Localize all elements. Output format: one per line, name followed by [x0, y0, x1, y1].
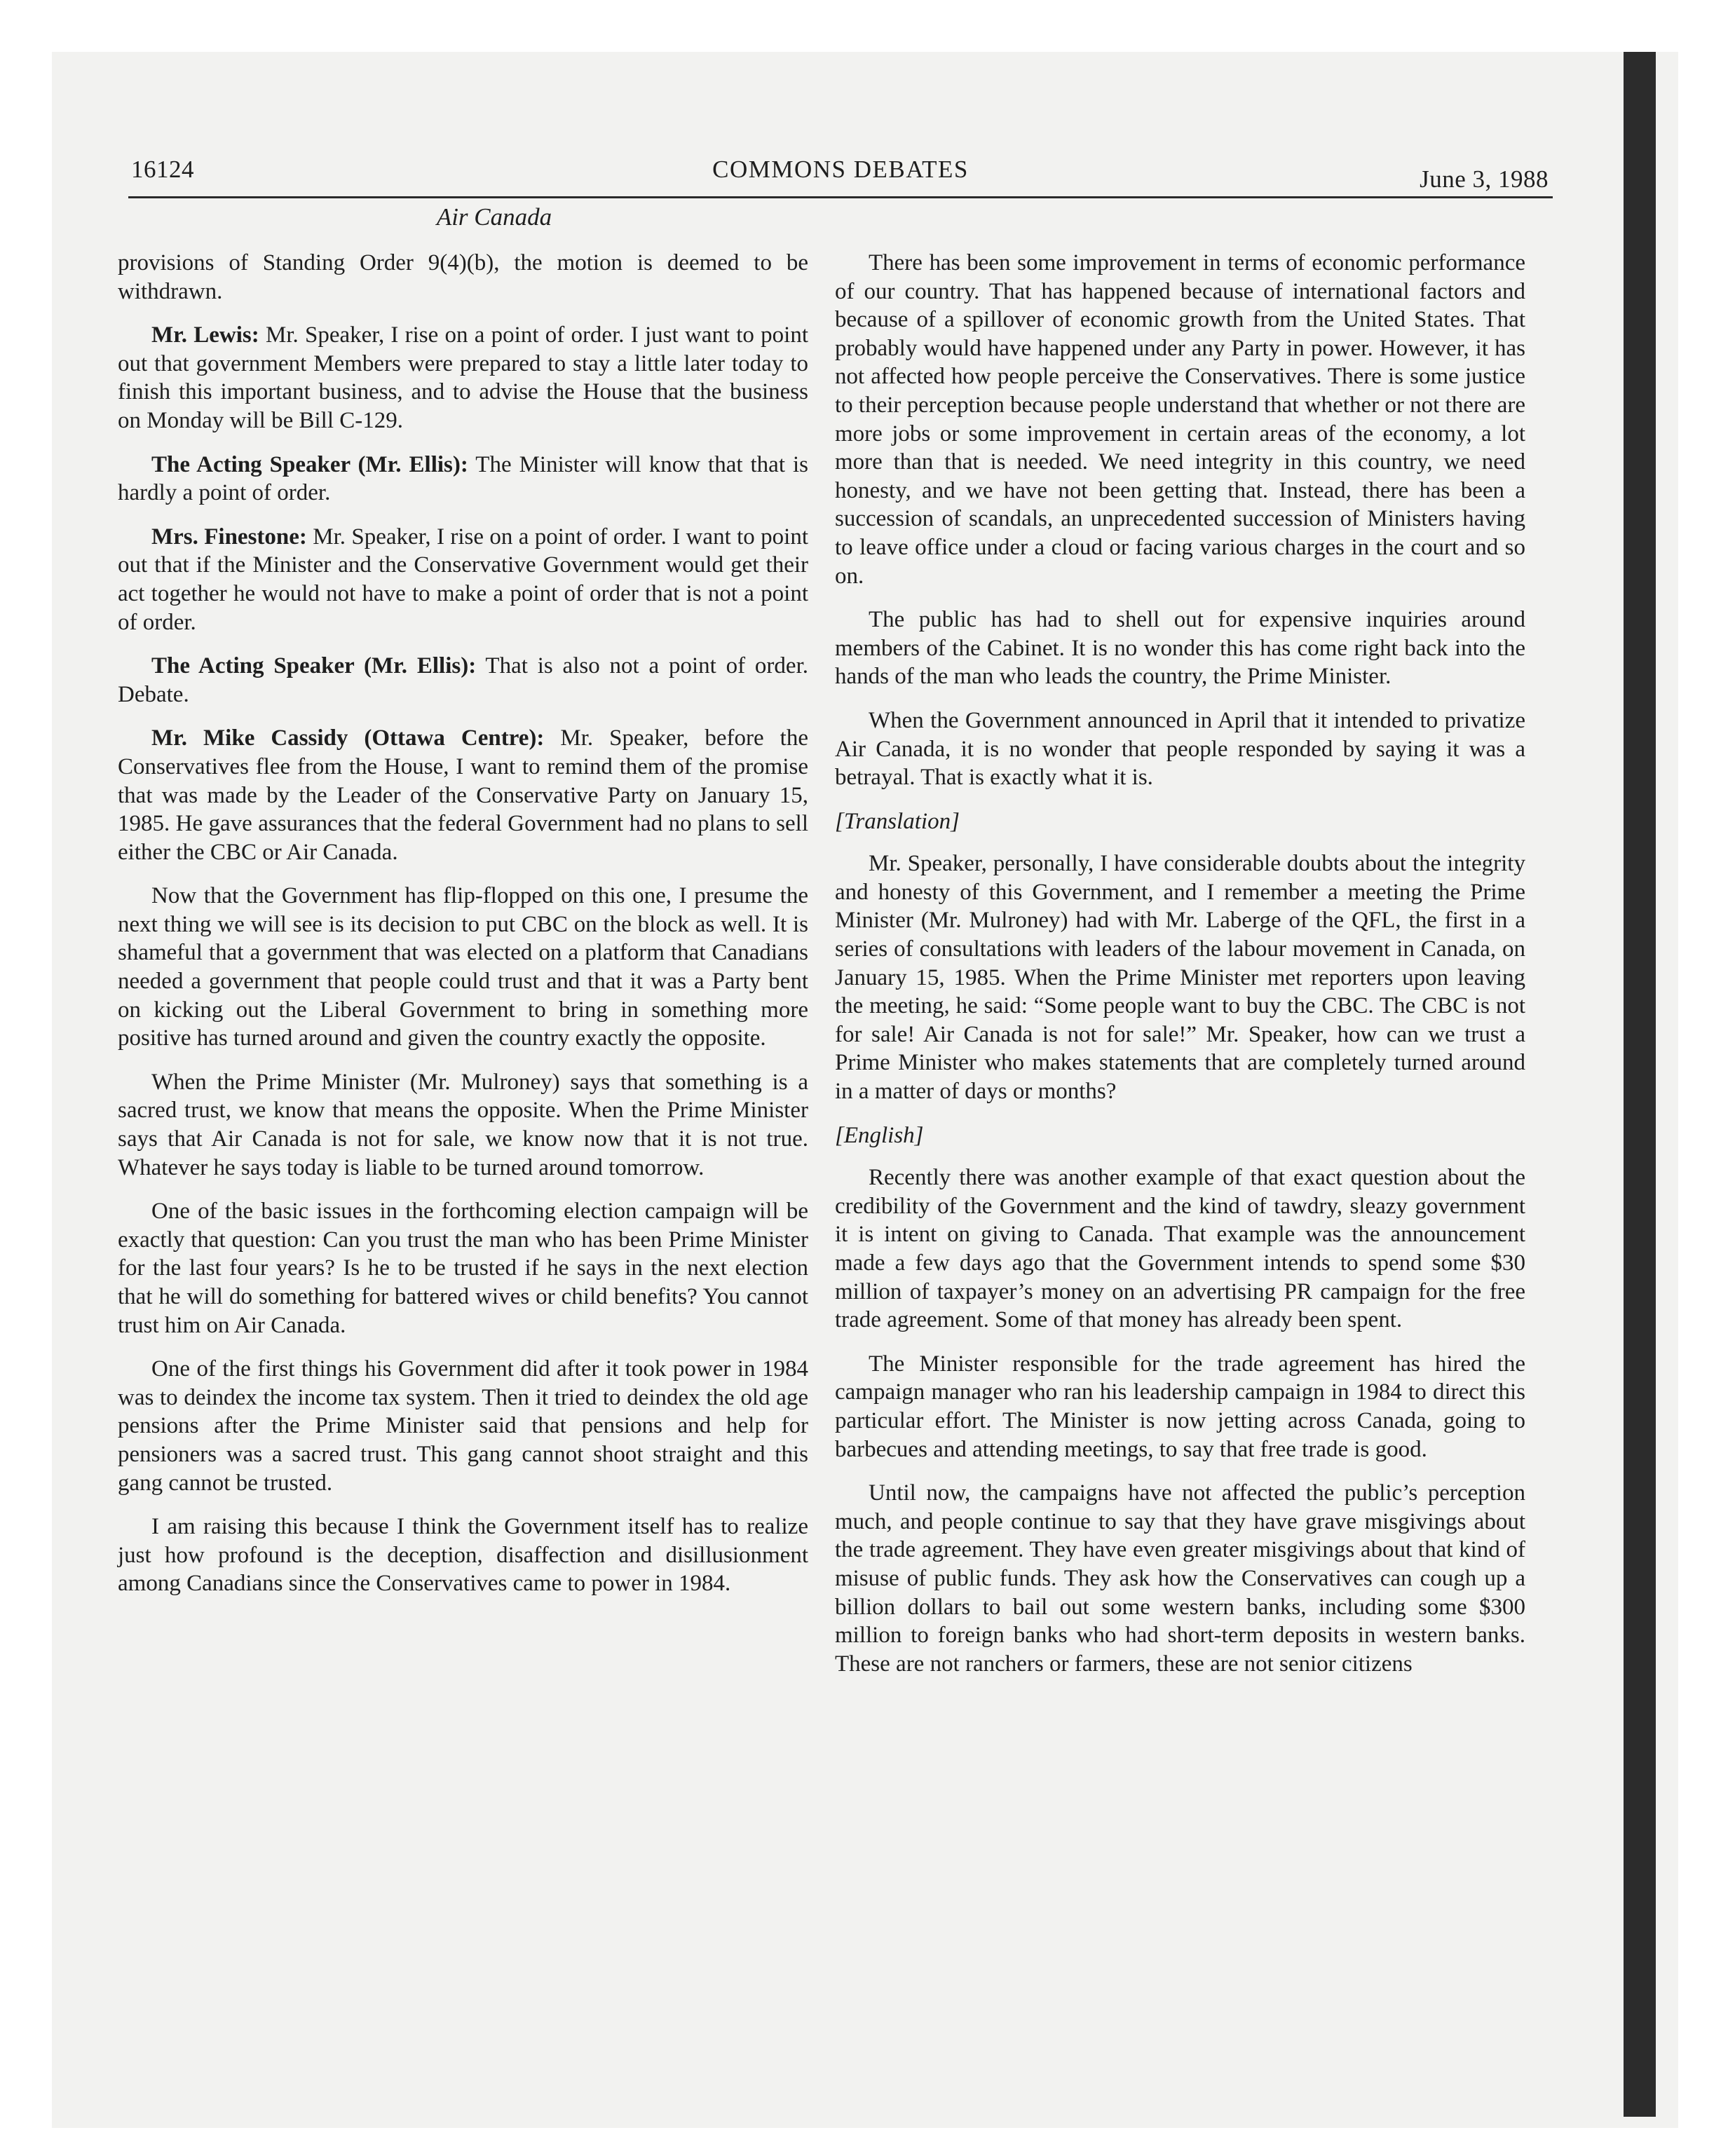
language-marker: [Translation]: [835, 808, 960, 834]
speech-paragraph: The Acting Speaker (Mr. Ellis): That is also not a point of order. Debate.: [118, 653, 808, 707]
speaker-name: Mrs. Finestone:: [151, 524, 307, 550]
speaker-name: Mr. Mike Cassidy (Ottawa Centre):: [151, 725, 545, 751]
speaker-name: Mr. Lewis:: [151, 322, 259, 348]
speech-paragraph: Mrs. Finestone: Mr. Speaker, I rise on a point of order. I want to point out that if the Minister and the Conservative Government would get their act together he would not have to make a point of order that is not a point of order.: [118, 524, 808, 635]
paragraph: The public has had to shell out for expensive inquiries around members of the Cabinet. It is no wonder this has come right back into the hands of the man who leads the country, the Prime Minister.: [835, 607, 1525, 690]
paragraph: Until now, the campaigns have not affected the public’s perception much, and people continue to say that they have grave misgivings about the trade agreement. They have even greater misgivings about that kind of misuse of public funds. They ask how the Conservatives can cough up a billion dollars to bail out some western banks, including some $300 million to foreign banks who had short-term deposits in western banks. These are not ranchers or farmers, these are not senior citizens: [835, 1480, 1525, 1677]
paragraph: Mr. Speaker, personally, I have considerable doubts about the integrity and honesty of this Government, and I remember a meeting the Prime Minister (Mr. Mulroney) had with Mr. Laberge of the QFL, the first in a series of consultations with leaders of the labour movement in Canada, on January 15, 1985. When the Prime Minister met reporters upon leaving the meeting, he said: “Some people want to buy the CBC. The CBC is not for sale! Air Canada is not for sale!” Mr. Speaker, how can we trust a Prime Minister who makes statements that are completely turned around in a matter of days or months?: [835, 851, 1525, 1105]
speech-paragraph: The Acting Speaker (Mr. Ellis): The Minister will know that that is hardly a point of order.: [118, 451, 808, 506]
paragraph: There has been some improvement in terms of economic performance of our country. That has happened because of international factors and because of a spillover of economic growth from the United States. That probably would have happened under any Party in power. However, it has not affected how people perceive the Conservatives. There is some justice to their perception because people understand that whether or not there are more jobs or some improvement in certain areas of the economy, a lot more than that is needed. We need integrity in this country, we need honesty, and we have not been getting that. Instead, there has been a succession of scandals, an unprecedented succession of Ministers having to leave office under a cloud or facing various charges in the court and so on.: [835, 250, 1526, 589]
speech-paragraph: Mr. Mike Cassidy (Ottawa Centre): Mr. Speaker, before the Conservatives flee from the House, I want to remind them of the promise that was made by the Leader of the Conservative Party on January 15, 1985. He gave assurances that the federal Government had no plans to sell either the CBC or Air Canada.: [118, 725, 808, 865]
language-marker: [English]: [835, 1122, 924, 1148]
speech-paragraph: Mr. Lewis: Mr. Speaker, I rise on a point of order. I just want to point out that government Members were prepared to stay a little later today to finish this important business, and to advise the House that the business on Monday will be Bill C-129.: [118, 322, 808, 433]
right-column: [835, 249, 1525, 1693]
paragraph: Now that the Government has flip-flopped on this one, I presume the next thing we will see is its decision to put CBC on the block as well. It is shameful that a government that was elected on a platform that Canadians needed a government that people could trust and that it was a Party bent on kicking out the Liberal Government to bring in something more positive has turned around and given the country exactly the opposite.: [118, 883, 808, 1051]
left-column: [118, 249, 808, 1613]
speaker-name: The Acting Speaker (Mr. Ellis):: [151, 653, 477, 679]
section-title: Air Canada: [436, 203, 552, 231]
paragraph: The Minister responsible for the trade agreement has hired the campaign manager who ran his leadership campaign in 1984 to direct this particular effort. The Minister is now jetting across Canada, going to barbecues and attending meetings, to say that free trade is good.: [835, 1351, 1525, 1462]
paragraph: provisions of Standing Order 9(4)(b), the motion is deemed to be withdrawn.: [118, 250, 808, 304]
page-date: June 3, 1988: [1420, 165, 1549, 193]
paragraph: One of the first things his Government did after it took power in 1984 was to deindex the income tax system. Then it tried to deindex the old age pensions after the Prime Minister said that pensions and help for pensioners was a sacred trust. This gang cannot shoot straight and this gang cannot be trusted.: [118, 1356, 808, 1496]
paragraph: When the Government announced in April that it intended to privatize Air Canada, it is no wonder that people responded by saying it was a betrayal. That is exactly what it is.: [835, 707, 1525, 791]
paragraph: When the Prime Minister (Mr. Mulroney) says that something is a sacred trust, we know that means the opposite. When the Prime Minister says that Air Canada is not for sale, we know now that it is not true. Whatever he says today is liable to be turned around tomorrow.: [118, 1069, 808, 1180]
scan-edge-shadow: [1624, 52, 1656, 2117]
speaker-name: The Acting Speaker (Mr. Ellis):: [151, 451, 468, 477]
paragraph: I am raising this because I think the Government itself has to realize just how profound is the deception, disaffection and disillusionment among Canadians since the Conservatives came to power in 1984.: [118, 1514, 808, 1597]
paragraph: One of the basic issues in the forthcoming election campaign will be exactly that question: Can you trust the man who has been Prime Minister for the last four years? Is he to be trusted if he says in the next election that he will do something for battered wives or child benefits? You cannot trust him on Air Canada.: [118, 1199, 808, 1338]
running-head: [128, 147, 1553, 198]
journal-title: COMMONS DEBATES: [712, 156, 969, 183]
page-number: 16124: [131, 156, 194, 183]
paragraph: Recently there was another example of that exact question about the credibility of the Government and the kind of tawdry, sleazy government it is intent on giving to Canada. That example was the announcement made a few days ago that the Government intends to spend some $30 million of taxpayer’s money on an advertising PR campaign for the free trade agreement. Some of that money has already been spent.: [835, 1165, 1525, 1333]
